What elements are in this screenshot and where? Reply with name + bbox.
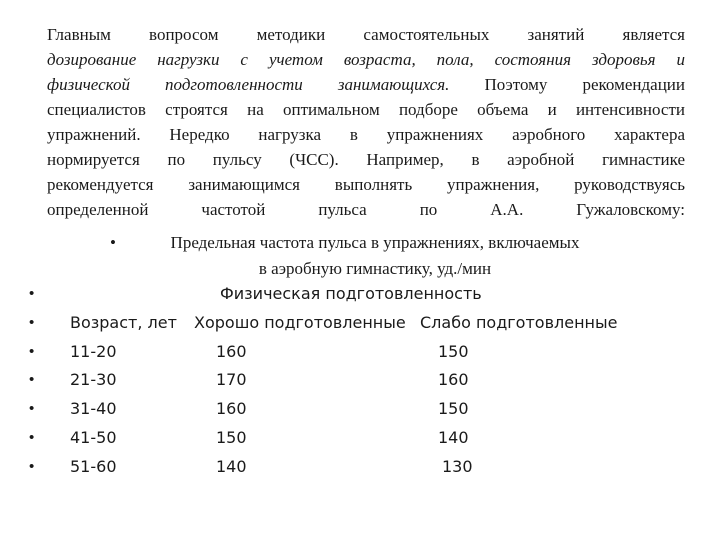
intro-paragraph — [47, 22, 685, 222]
cell-good: 150 — [216, 428, 247, 447]
table-title-line1: Предельная частота пульса в упражнениях, включаемых — [170, 233, 580, 252]
table-row — [0, 367, 720, 393]
bullet-icon: • — [29, 314, 35, 331]
table-title-line2: в аэробную гимнастику, уд./мин — [258, 259, 492, 278]
table-row — [0, 425, 720, 451]
header-age: Возраст, лет — [70, 313, 177, 332]
paragraph-line — [47, 72, 685, 97]
paragraph-line: упражнений. Нередко нагрузка в упражнениях аэробного характера — [47, 125, 685, 144]
bullet-icon: • — [29, 458, 35, 475]
cell-weak: 140 — [438, 428, 469, 447]
table-header-row — [0, 310, 720, 336]
cell-age: 51-60 — [70, 457, 117, 476]
cell-good: 140 — [216, 457, 247, 476]
table-row — [0, 396, 720, 422]
cell-good: 160 — [216, 399, 247, 418]
cell-age: 41-50 — [70, 428, 117, 447]
paragraph-line: рекомендуется занимающимся выполнять упражнения, руководствуясь — [47, 175, 685, 194]
bullet-icon: • — [29, 285, 35, 302]
header-weak: Слабо подготовленные — [420, 313, 618, 332]
group-header: Физическая подготовленность — [220, 284, 482, 303]
paragraph-italic-fragment: физической подготовленности занимающихся. — [47, 75, 450, 94]
bullet-icon: • — [29, 371, 35, 388]
cell-weak: 130 — [442, 457, 473, 476]
bullet-icon: • — [29, 429, 35, 446]
paragraph-line: дозирование нагрузки с учетом возраста, пола, состояния здоровья и — [47, 50, 685, 69]
cell-age: 21-30 — [70, 370, 117, 389]
table-title — [110, 230, 640, 282]
table-row — [0, 339, 720, 365]
table-row — [0, 454, 720, 480]
paragraph-line: Главным вопросом методики самостоятельных занятий является — [47, 25, 685, 44]
table-group-header-row — [0, 281, 720, 307]
cell-age: 31-40 — [70, 399, 117, 418]
cell-weak: 150 — [438, 399, 469, 418]
header-good: Хорошо подготовленные — [194, 313, 406, 332]
bullet-icon: • — [29, 400, 35, 417]
cell-age: 11-20 — [70, 342, 117, 361]
paragraph-line: специалистов строятся на оптимальном подборе объема и интенсивности — [47, 100, 685, 119]
cell-good: 160 — [216, 342, 247, 361]
bullet-icon: • — [29, 343, 35, 360]
paragraph-line: определенной частотой пульса по А.А. Гужаловскому: — [47, 200, 685, 219]
bullet-icon: • — [110, 233, 116, 252]
paragraph-fragment: Поэтому рекомендации — [449, 75, 685, 94]
cell-weak: 150 — [438, 342, 469, 361]
cell-weak: 160 — [438, 370, 469, 389]
paragraph-line: нормируется по пульсу (ЧСС). Например, в аэробной гимнастике — [47, 150, 685, 169]
cell-good: 170 — [216, 370, 247, 389]
